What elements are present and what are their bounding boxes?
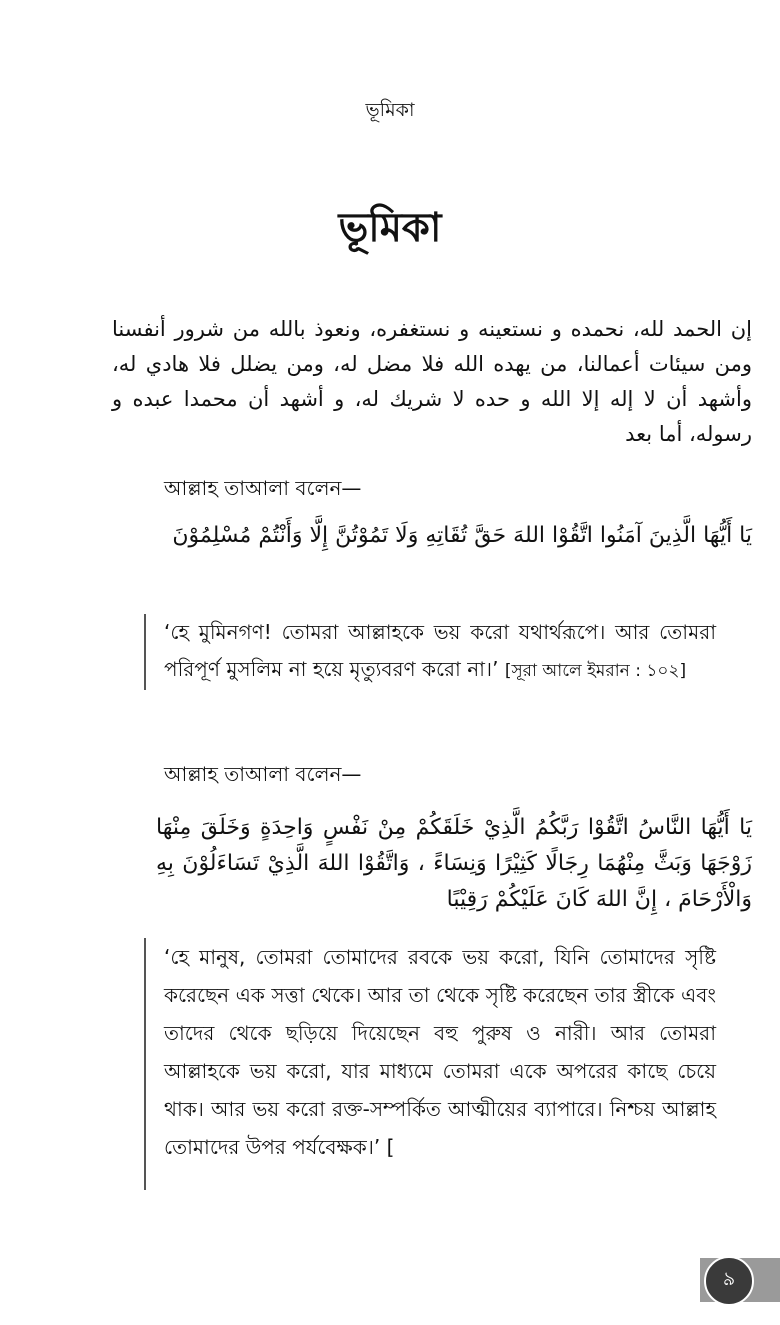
- translation-quote-1: [144, 614, 716, 690]
- quran-verse-2: يَا أَيُّهَا النَّاسُ اتَّقُوْا رَبَّكُمُ الَّذِيْ خَلَقَكُمْ مِنْ نَفْسٍ وَاحِدَةٍ وَخَلَقَ مِنْهَا زَوْجَهَا وَبَثَّ مِنْهُمَا رِجَالًا كَثِيْرًا وَنِسَاءً ، وَاتَّقُوْا اللهَ الَّذِيْ تَسَاءَلُوْنَ بِهِ وَالْأَرْحَامَ ، إِنَّ اللهَ كَانَ عَلَيْكُمْ رَقِيْبًا: [156, 815, 752, 912]
- page-title: ভূমিকা: [338, 205, 442, 251]
- verse-lead-1: আল্লাহ তাআলা বলেন—: [164, 476, 362, 500]
- running-head: ভূমিকা: [365, 99, 415, 121]
- verse-lead-2: আল্লাহ তাআলা বলেন—: [164, 762, 362, 786]
- translation-text-2: ‘হে মানুষ, তোমরা তোমাদের রবকে ভয় করো, যিনি তোমাদের সৃষ্টি করেছেন এক সত্তা থেকে। আর তা থেকে সৃষ্টি করেছেন তার স্ত্রীকে এবং তাদের থেকে ছড়িয়ে দিয়েছেন বহু পুরুষ ও নারী। আর তোমরা আল্লাহকে ভয় করো, যার মাধ্যমে তোমরা একে অপরের কাছে চেয়ে থাক। আর ভয় করো রক্ত-সম্পর্কিত আত্মীয়ের ব্যাপারে। নিশ্চয় আল্লাহ তোমাদের উপর পর্যবেক্ষক।’ [: [164, 945, 716, 1159]
- quran-verse-1: يَا أَيُّهَا الَّذِينَ آمَنُوا اتَّقُوْا اللهَ حَقَّ تُقَاتِهِ وَلَا تَمُوْتُنَّ إِلَّا وَأَنْتُمْ مُسْلِمُوْنَ: [172, 523, 752, 548]
- translation-quote-2: [144, 938, 716, 1190]
- page-number: ৯: [704, 1256, 754, 1306]
- translation-text-1: ‘হে মুমিনগণ! তোমরা আল্লাহকে ভয় করো যথার্থরূপে। আর তোমরা পরিপূর্ণ মুসলিম না হয়ে মৃত্যুবরণ করো না।’: [164, 620, 716, 681]
- verse-reference-1: [সূরা আলে ইমরান : ১০২]: [504, 661, 687, 681]
- intro-arabic-paragraph: إن الحمد لله، نحمده و نستعينه و نستغفره، ونعوذ بالله من شرور أنفسنا ومن سيئات أعمالنا، من يهده الله فلا مضل له، ومن يضلل فلا هادي له، وأشهد أن لا إله إلا الله و حده لا شريك له، و أشهد أن محمدا عبده و رسوله، أما بعد: [112, 317, 752, 446]
